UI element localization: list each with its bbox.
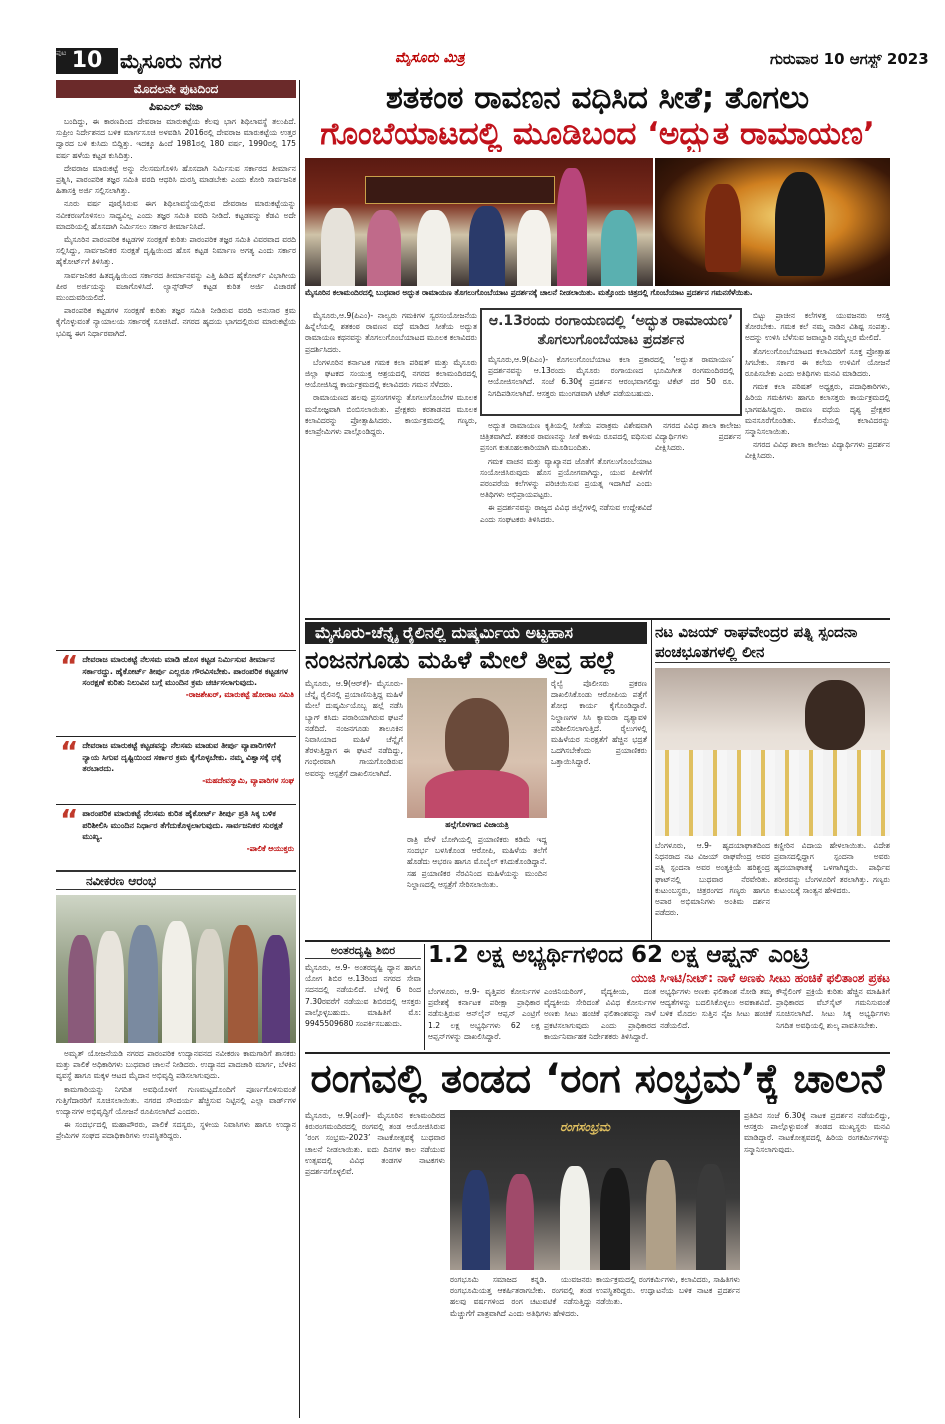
actor-col1: ಬೆಂಗಳೂರು, ಆ.9- ಹೃದಯಾಘಾತದಿಂದ ನಿಧನರಾದ ನಟ ವಿಜಯ್ ರಾಘವೇಂದ್ರ ಅವರ ಪತ್ನಿ ಸ್ಪಂದನಾ ಅವರ ಅಂತ್ಯಕ್ರಿಯೆ ಹರಿಶ್ಚಂದ್ರ ಘಾಟ್‌ನಲ್ಲಿ ಬುಧವಾರ ನೆರವೇರಿತು. ಕುಟುಂಬಸ್ಥರು, ಚಿತ್ರರಂಗದ ಗಣ್ಯರು ಹಾಗೂ ಅಪಾರ ಅಭಿಮಾನಿಗಳು ಅಂತಿಮ ದರ್ಶನ ಪಡೆದರು.	[655, 841, 770, 918]
quote-block	[60, 740, 294, 800]
subsection-header	[56, 870, 296, 890]
paragraph: ರಾಮಾಯಣದ ಹಲವು ಪ್ರಸಂಗಗಳನ್ನು ತೊಗಲುಗೊಂಬೆಗಳ ಮೂಲಕ ಮನೋಜ್ಞವಾಗಿ ಬಿಂಬಿಸಲಾಯಿತು. ಪ್ರೇಕ್ಷಕರು ಕರತಾಡನದ ಮೂಲಕ ಕಲಾವಿದರನ್ನು ಪ್ರೋತ್ಸಾಹಿಸಿದರು. ಕಾರ್ಯಕ್ರಮದಲ್ಲಿ ಗಣ್ಯರು, ಕಲಾಪ್ರೇಮಿಗಳು ಪಾಲ್ಗೊಂಡಿದ್ದರು.	[305, 393, 477, 437]
paragraph: ಸಾರ್ವಜನಿಕರ ಹಿತದೃಷ್ಟಿಯಿಂದ ಸರ್ಕಾರದ ತೀರ್ಮಾನವನ್ನು ಎತ್ತಿ ಹಿಡಿದ ಹೈಕೋರ್ಟ್ ವಿಭಾಗೀಯ ಪೀಠ ಅರ್ಜಿಯನ್ನು ವಜಾಗೊಳಿಸಿದೆ. ಲ್ಯಾನ್ಸ್‌ಡೌನ್ ಕಟ್ಟಡ ಕುರಿತ ಅರ್ಜಿ ವಿಚಾರಣೆ ಮುಂದುವರಿಯಲಿದೆ.	[56, 270, 296, 303]
paragraph: ಮೈಸೂರು,ಆ.9(ಪಿಎಂ)- ನಾಲ್ವರು ಗಮಕಿಗಳ ಸ್ವರಸಂಯೋಜನೆಯ ಹಿನ್ನೆಲೆಯಲ್ಲಿ ಶತಕಂಠ ರಾವಣನ ವಧೆ ಮಾಡಿದ ಸೀತೆಯ ಅದ್ಭುತ ರಾಮಾಯಣ ಕಥನವನ್ನು ತೊಗಲುಗೊಂಬೆಯಾಟದ ಮೂಲಕ ಕಲಾವಿದರು ಪ್ರದರ್ಶಿಸಿದರು.	[305, 311, 477, 354]
stage-event-photo	[305, 158, 653, 286]
page-number-text: 10	[71, 48, 103, 73]
paragraph: ಬೆಂಗಳೂರಿನ ಕರ್ನಾಟಕ ಗಮಕ ಕಲಾ ಪರಿಷತ್ ಮತ್ತು ಮೈಸೂರು ಜಿಲ್ಲಾ ಘಟಕದ ಸಂಯುಕ್ತ ಆಶ್ರಯದಲ್ಲಿ ನಗರದ ಕಲಾಮಂದಿರದಲ್ಲಿ ಆಯೋಜಿಸಿದ್ದ ಕಾರ್ಯಕ್ರಮದಲ್ಲಿ ಕಲಾವಿದರು ಗಮನ ಸೆಳೆದರು.	[305, 357, 477, 390]
paragraph: ಈ ಸಂದರ್ಭದಲ್ಲಿ ಮಹಾಪೌರರು, ಪಾಲಿಕೆ ಸದಸ್ಯರು, ಸ್ಥಳೀಯ ನಿವಾಸಿಗಳು ಹಾಗೂ ಉದ್ಯಾನ ಪ್ರೇಮಿಗಳ ಸಂಘದ ಪದಾಧಿಕಾರಿಗಳು ಉಪಸ್ಥಿತರಿದ್ದರು.	[56, 1120, 296, 1141]
camp-title: ಅಂತರದೃಷ್ಟಿ ಶಿಬಿರ	[305, 944, 421, 959]
paragraph: ಅದ್ಭುತ ರಾಮಾಯಣ ಕೃತಿಯಲ್ಲಿ ಸೀತೆಯ ಪರಾಕ್ರಮ ವಿಶೇಷವಾಗಿ ಚಿತ್ರಿತವಾಗಿದೆ. ಶತಕಂಠ ರಾವಣನನ್ನು ಸೀತೆ ಕಾಳಿಯ ರೂಪದಲ್ಲಿ ವಧಿಸುವ ಪ್ರಸಂಗ ಕುತೂಹಲಕಾರಿಯಾಗಿ ಮೂಡಿಬಂದಿತು.	[480, 421, 652, 453]
quote-text: ಪಾರಂಪರಿಕ ಮಾರುಕಟ್ಟೆ ನೆಲಸಮ ಕುರಿತ ಹೈಕೋರ್ಟ್ ತೀರ್ಪು ಪ್ರತಿ ಸಿಕ್ಕ ಬಳಿಕ ಪರಿಶೀಲಿಸಿ ಮುಂದಿನ ನಿರ್ಧಾರ ತೆಗೆದುಕೊಳ್ಳಲಾಗುವುದು. ಸಾರ್ವಜನಿಕರ ಸುರಕ್ಷತೆ ಮುಖ್ಯ.	[82, 809, 283, 841]
inset-headline: ಆ.13ರಂದು ರಂಗಾಯಣದಲ್ಲಿ ‘ಅದ್ಭುತ ರಾಮಾಯಣ’ ತೊಗಲುಗೊಂಬೆಯಾಟ ಪ್ರದರ್ಶನ	[488, 313, 734, 348]
paragraph: ಪಾರಂಪರಿಕ ಕಟ್ಟಡಗಳ ಸಂರಕ್ಷಣೆ ಕುರಿತು ತಜ್ಞರ ಸಮಿತಿ ನೀಡಿರುವ ವರದಿ ಅನುಸಾರ ಕ್ರಮ ಕೈಗೊಳ್ಳುವಂತೆ ನ್ಯಾಯಾಲಯ ಸರ್ಕಾರಕ್ಕೆ ಸೂಚಿಸಿದೆ. ನಗರದ ಹೃದಯ ಭಾಗದಲ್ಲಿರುವ ಮಾರುಕಟ್ಟೆಯ ಭವಿಷ್ಯ ಈಗ ನಿರ್ಧಾರವಾಗಿದೆ.	[56, 306, 296, 338]
paragraph: ಅಮೃತ್ ಯೋಜನೆಯಡಿ ನಗರದ ಪಾರಂಪರಿಕ ಉದ್ಯಾನವನದ ನವೀಕರಣ ಕಾಮಗಾರಿಗೆ ಶಾಸಕರು ಮತ್ತು ಪಾಲಿಕೆ ಅಧಿಕಾರಿಗಳು ಬುಧವಾರ ಚಾಲನೆ ನೀಡಿದರು. ಉದ್ಯಾನದ ಪಾದಚಾರಿ ಮಾರ್ಗ, ಬೆಳಕಿನ ವ್ಯವಸ್ಥೆ ಹಾಗೂ ಮಕ್ಕಳ ಆಟದ ಮೈದಾನ ಅಭಿವೃದ್ಧಿ ಪಡಿಸಲಾಗುವುದು.	[56, 1049, 296, 1081]
rangavalli-col1: ಮೈಸೂರು, ಆ.9(ಎಂಕೆ)- ಮೈಸೂರಿನ ಕಲಾಮಂದಿರದ ಕಿರುರಂಗಮಂದಿರದಲ್ಲಿ ರಂಗವಲ್ಲಿ ತಂಡ ಆಯೋಜಿಸಿರುವ ‘ರಂಗ ಸಂಭ್ರಮ-2023’ ನಾಟಕೋತ್ಸವಕ್ಕೆ ಬುಧವಾರ ಚಾಲನೆ ನೀಡಲಾಯಿತು. ಐದು ದಿನಗಳ ಕಾಲ ನಡೆಯುವ ಉತ್ಸವದಲ್ಲಿ ವಿವಿಧ ತಂಡಗಳ ನಾಟಕಗಳು ಪ್ರದರ್ಶನಗೊಳ್ಳಲಿವೆ.	[305, 1111, 445, 1177]
rangavalli-col4: ಪ್ರತಿದಿನ ಸಂಜೆ 6.30ಕ್ಕೆ ನಾಟಕ ಪ್ರದರ್ಶನ ನಡೆಯಲಿದ್ದು, ಆಸಕ್ತರು ಪಾಲ್ಗೊಳ್ಳುವಂತೆ ತಂಡದ ಮುಖ್ಯಸ್ಥರು ಮನವಿ ಮಾಡಿದ್ದಾರೆ. ನಾಟಕೋತ್ಸವದಲ್ಲಿ ಹಿರಿಯ ರಂಗಕರ್ಮಿಗಳನ್ನು ಸನ್ಮಾನಿಸಲಾಗುವುದು.	[744, 1111, 890, 1154]
puppet-figure	[775, 172, 825, 276]
actor-headline: ನಟ ವಿಜಯ್ ರಾಘವೇಂದ್ರರ ಪತ್ನಿ ಸ್ಪಂದನಾ ಪಂಚಭೂತಗಳಲ್ಲಿ ಲೀನ	[655, 622, 890, 663]
paragraph: ಬಂದಿದ್ದು, ಈ ಕಾರಣದಿಂದ ದೇವರಾಜ ಮಾರುಕಟ್ಟೆಯ ಕೆಲವು ಭಾಗ ಶಿಥಿಲಾವಸ್ಥೆ ತಲುಪಿದೆ. ಸುಪ್ರೀಂ ನಿರ್ದೇಶನದ ಬಳಿಕ ಮಾರ್ಗಸೂಚಿ ಅಳವಡಿಸಿ 2016ರಲ್ಲಿ ದೇವರಾಜ ಮಾರುಕಟ್ಟೆಯ ಉತ್ತರ ದ್ವಾರದ ಬಳಿ ಕುಸಿದು ಬಿದ್ದಿತ್ತು. ಇದಕ್ಕೂ ಹಿಂದೆ 1981ರಲ್ಲಿ 180 ವರ್ಷ, 1990ರಲ್ಲಿ 175 ವರ್ಷ ಹಳೆಯ ಕಟ್ಟಡ ಕುಸಿದಿತ್ತು.	[56, 117, 296, 160]
train-kicker: ಮೈಸೂರು-ಚೆನ್ನೈ ರೈಲಿನಲ್ಲಿ ದುಷ್ಕರ್ಮಿಯ ಅಟ್ಟಹಾಸ	[305, 622, 647, 644]
top-story-col2b	[655, 420, 741, 616]
paragraph: ಗಮಕ ಕಲಾ ಪರಿಷತ್ ಅಧ್ಯಕ್ಷರು, ಪದಾಧಿಕಾರಿಗಳು, ಹಿರಿಯ ಗಮಕಿಗಳು ಹಾಗೂ ಕಲಾಸಕ್ತರು ಕಾರ್ಯಕ್ರಮದಲ್ಲಿ ಭಾಗವಹಿಸಿದ್ದರು. ರಾವಣ ವಧೆಯ ದೃಶ್ಯ ಪ್ರೇಕ್ಷಕರ ಮನಸೂರೆಗೊಂಡಿತು. ಕೊನೆಯಲ್ಲಿ ಕಲಾವಿದರನ್ನು ಸನ್ಮಾನಿಸಲಾಯಿತು.	[745, 382, 890, 437]
paragraph: ದೇವರಾಜ ಮಾರುಕಟ್ಟೆ ಅನ್ನು ನೆಲಸಮಗೊಳಿಸಿ ಹೊಸದಾಗಿ ನಿರ್ಮಿಸುವ ಸರ್ಕಾರದ ತೀರ್ಮಾನ ಪ್ರಶ್ನಿಸಿ, ಪಾರಂಪರಿಕ ತಜ್ಞರ ಸಮಿತಿ ವರದಿ ಆಧರಿಸಿ ದುರಸ್ತಿ ಮಾಡಬೇಕು ಎಂದು ಕೋರಿ ಸಾರ್ವಜನಿಕ ಹಿತಾಸಕ್ತಿ ಅರ್ಜಿ ಸಲ್ಲಿಸಲಾಗಿತ್ತು.	[56, 163, 296, 196]
quote-block	[60, 808, 294, 868]
top-story-col1	[305, 310, 477, 592]
exam-col1: ಬೆಂಗಳೂರು, ಆ.9- ವೃತ್ತಿಪರ ಕೋರ್ಸುಗಳ ಪ್ರವೇಶಕ್ಕೆ ಕರ್ನಾಟಕ ಪರೀಕ್ಷಾ ಪ್ರಾಧಿಕಾರ ನಡೆಸುತ್ತಿರುವ ಆನ್‌ಲೈನ್ ಆಪ್ಷನ್ ಎಂಟ್ರಿಗೆ 1.2 ಲಕ್ಷ ಅಭ್ಯರ್ಥಿಗಳು 62 ಲಕ್ಷ ಆಪ್ಷನ್‌ಗಳನ್ನು ದಾಖಲಿಸಿದ್ದಾರೆ.	[428, 987, 540, 1041]
train-headline: ನಂಜನಗೂಡು ಮಹಿಳೆ ಮೇಲೆ ತೀವ್ರ ಹಲ್ಲೆ	[305, 646, 616, 674]
inset-box	[480, 308, 742, 416]
page-word: ಪುಟ	[56, 49, 67, 57]
inset-body: ಮೈಸೂರು,ಆ.9(ಪಿಎಂ)- ಕೊಗಲುಗೊಂಬೆಯಾಟ ಕಲಾ ಪ್ರಕಾರದಲ್ಲಿ ‘ಅದ್ಭುತ ರಾಮಾಯಣ’ ಪ್ರದರ್ಶನವನ್ನು ಆ.13ರಂದು ಮೈಸೂರು ರಂಗಾಯಣದ ಭೂಮಿಗೀತ ರಂಗಮಂದಿರದಲ್ಲಿ ಆಯೋಜಿಸಲಾಗಿದೆ. ಸಂಜೆ 6.30ಕ್ಕೆ ಪ್ರದರ್ಶನ ಆರಂಭವಾಗಲಿದ್ದು ಟಿಕೆಟ್ ದರ 50 ರೂ. ನಿಗದಿಪಡಿಸಲಾಗಿದೆ. ಆಸಕ್ತರು ಮುಂಗಡವಾಗಿ ಟಿಕೆಟ್ ಪಡೆಯಬಹುದು.	[488, 355, 734, 398]
park-inauguration-photo	[56, 895, 296, 1043]
actor-col2: ಕಣ್ಣೀರಿನ ವಿದಾಯ ಹೇಳಲಾಯಿತು. ವಿದೇಶ ಪ್ರವಾಸದಲ್ಲಿದ್ದಾಗ ಸ್ಪಂದನಾ ಅವರು ಹೃದಯಾಘಾತಕ್ಕೆ ಒಳಗಾಗಿದ್ದರು. ಪಾರ್ಥಿವ ಶರೀರವನ್ನು ಬೆಂಗಳೂರಿಗೆ ತರಲಾಗಿತ್ತು. ಗಣ್ಯರು ಕುಟುಂಬಕ್ಕೆ ಸಾಂತ್ವನ ಹೇಳಿದರು.	[774, 841, 890, 895]
issue-date: ಗುರುವಾರ 10 ಆಗಸ್ಟ್ 2023	[770, 50, 929, 68]
train-col1: ಮೈಸೂರು, ಆ.9(ಆರ್‌ಕೆ)- ಮೈಸೂರು-ಚೆನ್ನೈ ರೈಲಿನಲ್ಲಿ ಪ್ರಯಾಣಿಸುತ್ತಿದ್ದ ಮಹಿಳೆ ಮೇಲೆ ದುಷ್ಕರ್ಮಿಯೊಬ್ಬ ಹಲ್ಲೆ ನಡೆಸಿ ಬ್ಯಾಗ್ ಕಸಿದು ಪರಾರಿಯಾಗಿರುವ ಘಟನೆ ನಡೆದಿದೆ. ನಂಜನಗೂಡು ತಾಲೂಕಿನ ನಿವಾಸಿಯಾದ ಮಹಿಳೆ ಚೆನ್ನೈಗೆ ತೆರಳುತ್ತಿದ್ದಾಗ ಈ ಘಟನೆ ನಡೆದಿದ್ದು, ಗಂಭೀರವಾಗಿ ಗಾಯಗೊಂಡಿರುವ ಅವರನ್ನು ಆಸ್ಪತ್ರೆಗೆ ದಾಖಲಿಸಲಾಗಿದೆ.	[305, 679, 403, 778]
exam-col2: ಎಂಜಿನಿಯರಿಂಗ್, ವೈದ್ಯಕೀಯ, ದಂತ ವೈದ್ಯಕೀಯ ಸೇರಿದಂತೆ ವಿವಿಧ ಕೋರ್ಸುಗಳ ಅಣಕು ಸೀಟು ಹಂಚಿಕೆ ಫಲಿತಾಂಶವನ್ನು ನಾಳೆ ಪ್ರಕಟಿಸಲಾಗುವುದು ಎಂದು ಪ್ರಾಧಿಕಾರದ ಕಾರ್ಯನಿರ್ವಾಹಕ ನಿರ್ದೇಶಕರು ತಿಳಿಸಿದ್ದಾರೆ.	[544, 987, 656, 1041]
camp-body: ಮೈಸೂರು, ಆ.9- ಅಂತರದೃಷ್ಟಿ ಧ್ಯಾನ ಹಾಗೂ ಯೋಗ ಶಿಬಿರ ಆ.13ರಿಂದ ನಗರದ ಸೇವಾ ಸದನದಲ್ಲಿ ನಡೆಯಲಿದೆ. ಬೆಳಿಗ್ಗೆ 6 ರಿಂದ 7.30ರವರೆಗೆ ನಡೆಯುವ ಶಿಬಿರದಲ್ಲಿ ಆಸಕ್ತರು ಪಾಲ್ಗೊಳ್ಳಬಹುದು. ಮಾಹಿತಿಗೆ ಮೊ: 9945509680 ಸಂಪರ್ಕಿಸಬಹುದು.	[305, 963, 421, 1029]
subsection-title: ನವೀಕರಣ ಆರಂಭ	[86, 874, 157, 888]
quote-mark-icon: “	[60, 654, 79, 682]
masthead: ಮೈಸೂರು ಮಿತ್ರ	[395, 50, 465, 66]
rangavalli-col2: ರಂಗಭೂಮಿ ಸಮಾಜದ ಕನ್ನಡಿ. ಯುವಜನರು ರಂಗಭೂಮಿಯತ್ತ ಆಕರ್ಷಿತರಾಗಬೇಕು. ರಂಗವಲ್ಲಿ ತಂಡ ಹಲವು ವರ್ಷಗಳಿಂದ ರಂಗ ಚಟುವಟಿಕೆ ನಡೆಸುತ್ತಿದ್ದು ಮೆಚ್ಚುಗೆಗೆ ಪಾತ್ರವಾಗಿದೆ ಎಂದು ಅತಿಥಿಗಳು ಹೇಳಿದರು.	[450, 1275, 592, 1318]
face	[805, 680, 865, 750]
rangavalli-col3: ಕಾರ್ಯಕ್ರಮದಲ್ಲಿ ರಂಗಕರ್ಮಿಗಳು, ಕಲಾವಿದರು, ಸಾಹಿತಿಗಳು ಉಪಸ್ಥಿತರಿದ್ದರು. ಉದ್ಘಾಟನೆಯ ಬಳಿಕ ನಾಟಕ ಪ್ರದರ್ಶನ ನಡೆಯಿತು.	[596, 1275, 740, 1307]
paragraph: ಗಮಕ ವಾಚನ ಮತ್ತು ವ್ಯಾಖ್ಯಾನದ ಜೊತೆಗೆ ತೊಗಲುಗೊಂಬೆಯಾಟ ಸಂಯೋಜಿಸಿರುವುದು ಹೊಸ ಪ್ರಯೋಗವಾಗಿದ್ದು, ಯುವ ಪೀಳಿಗೆಗೆ ಪರಂಪರೆಯ ಕಲೆಗಳನ್ನು ಪರಿಚಯಿಸುವ ಪ್ರಯತ್ನ ಇದಾಗಿದೆ ಎಂದು ಅತಿಥಿಗಳು ಅಭಿಪ್ರಾಯಪಟ್ಟರು.	[480, 456, 652, 500]
top-story-caption: ಮೈಸೂರಿನ ಕಲಾಮಂದಿರದಲ್ಲಿ ಬುಧವಾರ ಅದ್ಭುತ ರಾಮಾಯಣ ತೊಗಲುಗೊಂಬೆಯಾಟ ಪ್ರದರ್ಶನಕ್ಕೆ ಚಾಲನೆ ನೀಡಲಾಯಿತು. ಮತ್ತೊಂದು ಚಿತ್ರದಲ್ಲಿ ಗೊಂಬೆಯಾಟ ಪ್ರದರ್ಶನ ಗಮನಸೆಳೆಯಿತು.	[305, 288, 753, 297]
shoulders	[425, 770, 529, 818]
rangavalli-headline: ರಂಗವಲ್ಲಿ ತಂಡದ ‘ರಂಗ ಸಂಭ್ರಮ’ಕ್ಕೆ ಚಾಲನೆ	[310, 1056, 885, 1102]
pil-article-body	[56, 116, 296, 648]
quote-mark-icon: “	[60, 808, 79, 836]
face	[445, 698, 509, 778]
train-col2: ರಾತ್ರಿ ವೇಳೆ ಬೋಗಿಯಲ್ಲಿ ಪ್ರಯಾಣಿಕರು ಕಡಿಮೆ ಇದ್ದ ಸಂದರ್ಭ ಬಳಸಿಕೊಂಡ ಆರೋಪಿ, ಮಹಿಳೆಯ ತಲೆಗೆ ಹೊಡೆದು ಆಭರಣ ಹಾಗೂ ಮೊಬೈಲ್ ಕಸಿದುಕೊಂಡಿದ್ದಾನೆ. ಸಹ ಪ್ರಯಾಣಿಕರ ನೆರವಿನಿಂದ ಮಹಿಳೆಯನ್ನು ಮುಂದಿನ ನಿಲ್ದಾಣದಲ್ಲಿ ಆಸ್ಪತ್ರೆಗೆ ಸೇರಿಸಲಾಯಿತು.	[407, 835, 547, 889]
paragraph: ಈ ಪ್ರದರ್ಶನವನ್ನು ರಾಜ್ಯದ ವಿವಿಧ ಜಿಲ್ಲೆಗಳಲ್ಲಿ ನಡೆಸುವ ಉದ್ದೇಶವಿದೆ ಎಂದು ಸಂಘಟಕರು ತಿಳಿಸಿದರು.	[480, 503, 652, 524]
puppet-show-photo	[655, 158, 890, 286]
paragraph: ನಗರದ ವಿವಿಧ ಶಾಲಾ ಕಾಲೇಜು ವಿದ್ಯಾರ್ಥಿಗಳು ಪ್ರದರ್ಶನ ವೀಕ್ಷಿಸಿದರು.	[745, 440, 890, 461]
exam-subhead: ಯುಜಿ ಸಿಇಟಿ/ನೀಟ್: ನಾಳೆ ಅಣಕು ಸೀಟು ಹಂಚಿಕೆ ಫಲಿತಾಂಶ ಪ್ರಕಟ	[631, 971, 890, 985]
top-story-headline: ಶತಕಂಠ ರಾವಣನ ವಧಿಸಿದ ಸೀತೆ; ತೊಗಲು	[385, 80, 810, 116]
quote-mark-icon: “	[60, 740, 79, 768]
quote-text: ದೇವರಾಜ ಮಾರುಕಟ್ಟೆ ನೆಲಸಮ ಮಾಡಿ ಹೊಸ ಕಟ್ಟಡ ನಿರ್ಮಿಸುವ ತೀರ್ಮಾನ ಸರ್ಕಾರದ್ದು. ಹೈಕೋರ್ಟ್ ತೀರ್ಪು ಎಲ್ಲರೂ ಗೌರವಿಸಬೇಕು. ಪಾರಂಪರಿಕ ಕಟ್ಟಡಗಳ ಸಂರಕ್ಷಣೆ ಕುರಿತು ನಿಲುವಿನ ಬಗ್ಗೆ ಮುಂದಿನ ಕ್ರಮ ಚರ್ಚಿಸಲಾಗುವುದು.	[82, 655, 289, 687]
quote-attribution: -ಪಾಲಿಕೆ ಆಯುಕ್ತರು	[246, 843, 294, 853]
stage-banner	[365, 176, 555, 204]
puppet-figure	[705, 184, 741, 272]
exam-col3: ಅಭ್ಯರ್ಥಿಗಳು ಅಣಕು ಫಲಿತಾಂಶ ನೋಡಿ ತಮ್ಮ ಆದ್ಯತೆಗಳನ್ನು ಬದಲಿಸಿಕೊಳ್ಳಲು ಅವಕಾಶವಿದೆ. ಬಳಿಕ ಮೊದಲ ಸುತ್ತಿನ ನೈಜ ಸೀಟು ಹಂಚಿಕೆ ನಡೆಯಲಿದೆ.	[660, 987, 772, 1030]
exam-headline: 1.2 ಲಕ್ಷ ಅಭ್ಯರ್ಥಿಗಳಿಂದ 62 ಲಕ್ಷ ಆಪ್ಷನ್ ಎಂಟ್ರಿ	[428, 942, 810, 968]
top-story-col3	[745, 310, 890, 616]
continued-kicker: ಮೊದಲನೇ ಪುಟದಿಂದ	[56, 80, 296, 98]
flowers	[655, 750, 890, 836]
victim-photo	[407, 678, 547, 818]
victim-caption: ಹಲ್ಲೆಗೊಳಗಾದ ವಿಜಾಯತ್ರಿ	[445, 820, 509, 829]
top-story-headline-red: ಗೊಂಬೆಯಾಟದಲ್ಲಿ ಮೂಡಿಬಂದ ‘ಅದ್ಭುತ ರಾಮಾಯಣ’	[320, 116, 875, 152]
funeral-photo	[655, 668, 890, 836]
exam-col4: ಕೌನ್ಸೆಲಿಂಗ್ ಪ್ರಕ್ರಿಯೆ ಕುರಿತು ಹೆಚ್ಚಿನ ಮಾಹಿತಿಗೆ ಪ್ರಾಧಿಕಾರದ ವೆಬ್‌ಸೈಟ್ ಗಮನಿಸುವಂತೆ ಸೂಚಿಸಲಾಗಿದೆ. ಸೀಟು ಸಿಕ್ಕ ಅಭ್ಯರ್ಥಿಗಳು ನಿಗದಿತ ಅವಧಿಯಲ್ಲಿ ಶುಲ್ಕ ಪಾವತಿಸಬೇಕು.	[776, 987, 890, 1030]
quote-block	[60, 654, 294, 734]
top-story-col2	[480, 420, 652, 592]
quote-text: ದೇವರಾಜ ಮಾರುಕಟ್ಟೆ ಕಟ್ಟಡವನ್ನು ನೆಲಸಮ ಮಾಡುವ ತೀರ್ಪು ವ್ಯಾಪಾರಿಗಳಿಗೆ ನ್ಯಾಯ ಸಿಗುವ ದೃಷ್ಟಿಯಿಂದ ಸರ್ಕಾರ ಕ್ರಮ ಕೈಗೊಳ್ಳಬೇಕು. ನಮ್ಮ ವಿಶ್ವಾಸಕ್ಕೆ ಧಕ್ಕೆ ತರಬಾರದು.	[82, 741, 282, 773]
quote-attribution: -ಮಹದೇವಸ್ವಾಮಿ, ವ್ಯಾಪಾರಿಗಳ ಸಂಘ	[202, 775, 294, 785]
quote-attribution: -ರಾಜಶೇಖರ್, ಮಾರುಕಟ್ಟೆ ಹೋರಾಟ ಸಮಿತಿ	[185, 689, 294, 699]
paragraph: ತೊಗಲುಗೊಂಬೆಯಾಟದ ಕಲಾವಿದರಿಗೆ ಸೂಕ್ತ ಪ್ರೋತ್ಸಾಹ ಸಿಗಬೇಕು. ಸರ್ಕಾರ ಈ ಕಲೆಯ ಉಳಿವಿಗೆ ಯೋಜನೆ ರೂಪಿಸಬೇಕು ಎಂದು ಅತಿಥಿಗಳು ಮನವಿ ಮಾಡಿದರು.	[745, 346, 890, 379]
stage-banner-text: ರಂಗಸಂಭ್ರಮ	[560, 1120, 610, 1134]
paragraph: ಕಾಮಗಾರಿಯನ್ನು ನಿಗದಿತ ಅವಧಿಯೊಳಗೆ ಗುಣಮಟ್ಟದೊಂದಿಗೆ ಪೂರ್ಣಗೊಳಿಸುವಂತೆ ಗುತ್ತಿಗೆದಾರರಿಗೆ ಸೂಚಿಸಲಾಯಿತು. ನಗರದ ಸೌಂದರ್ಯ ಹೆಚ್ಚಿಸುವ ನಿಟ್ಟಿನಲ್ಲಿ ಎಲ್ಲಾ ವಾರ್ಡ್‌ಗಳ ಉದ್ಯಾನಗಳ ಅಭಿವೃದ್ಧಿಗೆ ಯೋಜನೆ ರೂಪಿಸಲಾಗಿದೆ ಎಂದರು.	[56, 1084, 296, 1117]
train-col3: ರೈಲ್ವೆ ಪೊಲೀಸರು ಪ್ರಕರಣ ದಾಖಲಿಸಿಕೊಂಡು ಆರೋಪಿಯ ಪತ್ತೆಗೆ ಶೋಧ ಕಾರ್ಯ ಕೈಗೊಂಡಿದ್ದಾರೆ. ನಿಲ್ದಾಣಗಳ ಸಿಸಿ ಕ್ಯಾಮರಾ ದೃಶ್ಯಾವಳಿ ಪರಿಶೀಲಿಸಲಾಗುತ್ತಿದೆ. ರೈಲುಗಳಲ್ಲಿ ಮಹಿಳೆಯರ ಸುರಕ್ಷತೆಗೆ ಹೆಚ್ಚಿನ ಭದ್ರತೆ ಒದಗಿಸಬೇಕೆಂದು ಪ್ರಯಾಣಿಕರು ಒತ್ತಾಯಿಸಿದ್ದಾರೆ.	[551, 679, 647, 767]
paragraph: ನೂರು ವರ್ಷ ಪೂರೈಸಿರುವ ಈಗ ಶಿಥಿಲಾವಸ್ಥೆಯಲ್ಲಿರುವ ದೇವರಾಜ ಮಾರುಕಟ್ಟೆಯನ್ನು ನವೀಕರಣಗೊಳಿಸಲು ಸಾಧ್ಯವಿಲ್ಲ ಎಂದು ತಜ್ಞರ ಸಮಿತಿ ವರದಿ ನೀಡಿದೆ. ಕಟ್ಟಡವನ್ನು ಕೆಡವಿ ಅದೇ ಮಾದರಿಯಲ್ಲಿ ಹೊಸದಾಗಿ ನಿರ್ಮಿಸಲು ಸರ್ಕಾರ ತೀರ್ಮಾನಿಸಿದೆ.	[56, 199, 296, 231]
park-article-body	[56, 1048, 296, 1418]
rangavalli-photo	[450, 1110, 740, 1270]
paragraph: ಮೈಸೂರಿನ ಪಾರಂಪರಿಕ ಕಟ್ಟಡಗಳ ಸಂರಕ್ಷಣೆ ಕುರಿತು ಪಾರಂಪರಿಕ ತಜ್ಞರ ಸಮಿತಿ ವಿವರವಾದ ವರದಿ ಸಲ್ಲಿಸಿದ್ದು, ಸಾರ್ವಜನಿಕರ ಸುರಕ್ಷತೆ ದೃಷ್ಟಿಯಿಂದ ಹೊಸ ಕಟ್ಟಡ ನಿರ್ಮಾಣ ಅಗತ್ಯ ಎಂದು ಸರ್ಕಾರ ಹೈಕೋರ್ಟ್‌ಗೆ ತಿಳಿಸಿತ್ತು.	[56, 235, 296, 267]
pil-subhead: ಪಿಐಎಲ್ ವಜಾ	[148, 100, 204, 113]
paragraph: ಬಿಟ್ಟು ಪ್ರಾಚೀನ ಕಲೆಗಳತ್ತ ಯುವಜನರು ಆಸಕ್ತಿ ತೋರಬೇಕು. ಗಮಕ ಕಲೆ ನಮ್ಮ ನಾಡಿನ ವಿಶಿಷ್ಟ ಸಂಪತ್ತು. ಅದನ್ನು ಉಳಿಸಿ ಬೆಳೆಸುವ ಜವಾಬ್ದಾರಿ ನಮ್ಮೆಲ್ಲರ ಮೇಲಿದೆ.	[745, 311, 890, 343]
paragraph: ನಗರದ ವಿವಿಧ ಶಾಲಾ ಕಾಲೇಜು ವಿದ್ಯಾರ್ಥಿಗಳು ಪ್ರದರ್ಶನ ವೀಕ್ಷಿಸಿದರು.	[655, 421, 741, 453]
section-title: ಮೈಸೂರು ನಗರ	[120, 49, 222, 73]
